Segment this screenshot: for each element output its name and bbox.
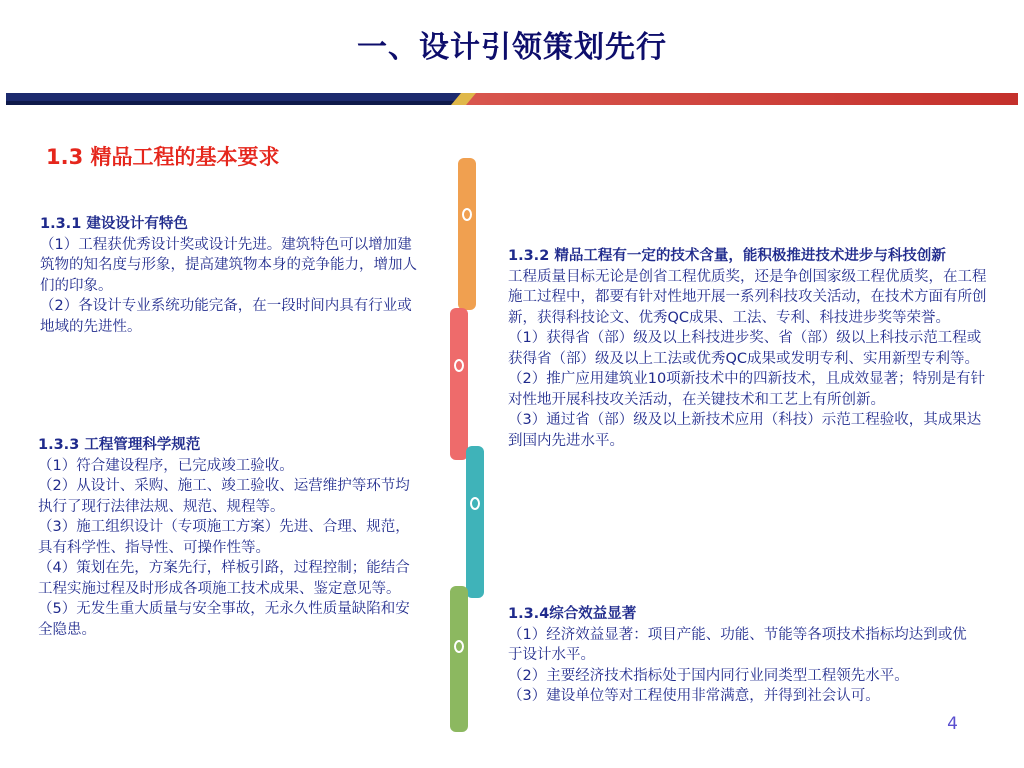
- block-line: （1）经济效益显著：项目产能、功能、节能等各项技术指标均达到或优于设计水平。: [508, 626, 967, 663]
- block-heading: 1.3.4综合效益显著: [508, 606, 637, 622]
- block-line: （2）主要经济技术指标处于国内同行业同类型工程领先水平。: [508, 667, 909, 684]
- block-line: （3）施工组织设计（专项施工方案）先进、合理、规范，具有科学性、指导性、可操作性等。: [38, 519, 410, 556]
- timeline-segment-teal: [466, 446, 484, 598]
- page-number: 4: [947, 714, 958, 734]
- timeline-segment-red: [450, 308, 468, 460]
- block-line: （1）获得省（部）级及以上科技进步奖、省（部）级以上科技示范工程或获得省（部）级及以上工法或优秀QC成果或发明专利、实用新型专利等。: [508, 330, 982, 367]
- block-heading: 1.3.1 建设设计有特色: [40, 216, 188, 232]
- block-heading: 1.3.3 工程管理科学规范: [38, 437, 201, 453]
- timeline-segment-green: [450, 586, 468, 732]
- header-bar: [6, 93, 1018, 105]
- block-heading: 1.3.2 精品工程有一定的技术含量，能积极推进技术进步与科技创新: [508, 248, 946, 264]
- timeline-dot: [454, 359, 464, 372]
- block-line: （2）各设计专业系统功能完备，在一段时间内具有行业或地域的先进性。: [40, 298, 412, 335]
- block-line: （3）建设单位等对工程使用非常满意，并得到社会认可。: [508, 688, 880, 704]
- timeline-dot: [462, 208, 472, 221]
- block-line: （1）符合建设程序，已完成竣工验收。: [38, 457, 294, 474]
- block-line: （5）无发生重大质量与安全事故，无永久性质量缺陷和安全隐患。: [38, 601, 410, 638]
- timeline-dot: [454, 640, 464, 653]
- block-line: （4）策划在先，方案先行，样板引路，过程控制；能结合工程实施过程及时形成各项施工技术成果、鉴定意见等。: [38, 560, 410, 597]
- section-heading: 1.3 精品工程的基本要求: [46, 145, 280, 169]
- block-1-3-4: [508, 604, 978, 707]
- timeline-dot: [470, 497, 480, 510]
- block-line: （2）推广应用建筑业10项新技术中的四新技术，且成效显著；特别是有针对性地开展科技攻关活动，在关键技术和工艺上有所创新。: [508, 371, 986, 408]
- block-1-3-1: [40, 214, 420, 337]
- block-line: （3）通过省（部）级及以上新技术应用（科技）示范工程验收，其成果达到国内先进水平。: [508, 412, 982, 449]
- slide-title: 一、设计引领策划先行: [357, 30, 667, 65]
- block-1-3-2: [508, 246, 990, 451]
- block-line: 工程质量目标无论是创省工程优质奖，还是争创国家级工程优质奖，在工程施工过程中，都要有针对性地开展一系列科技攻关活动，在技术方面有所创新，获得科技论文、优秀QC成果、工法、专利、科技进步奖等荣誉。: [508, 268, 987, 326]
- block-1-3-3: [38, 435, 422, 640]
- block-line: （1）工程获优秀设计奖或设计先进。建筑特色可以增加建筑物的知名度与形象，提高建筑物本身的竞争能力，增加人们的印象。: [40, 236, 417, 294]
- block-line: （2）从设计、采购、施工、竣工验收、运营维护等环节均执行了现行法律法规、规范、规程等。: [38, 478, 410, 515]
- timeline-segment-orange: [458, 158, 476, 310]
